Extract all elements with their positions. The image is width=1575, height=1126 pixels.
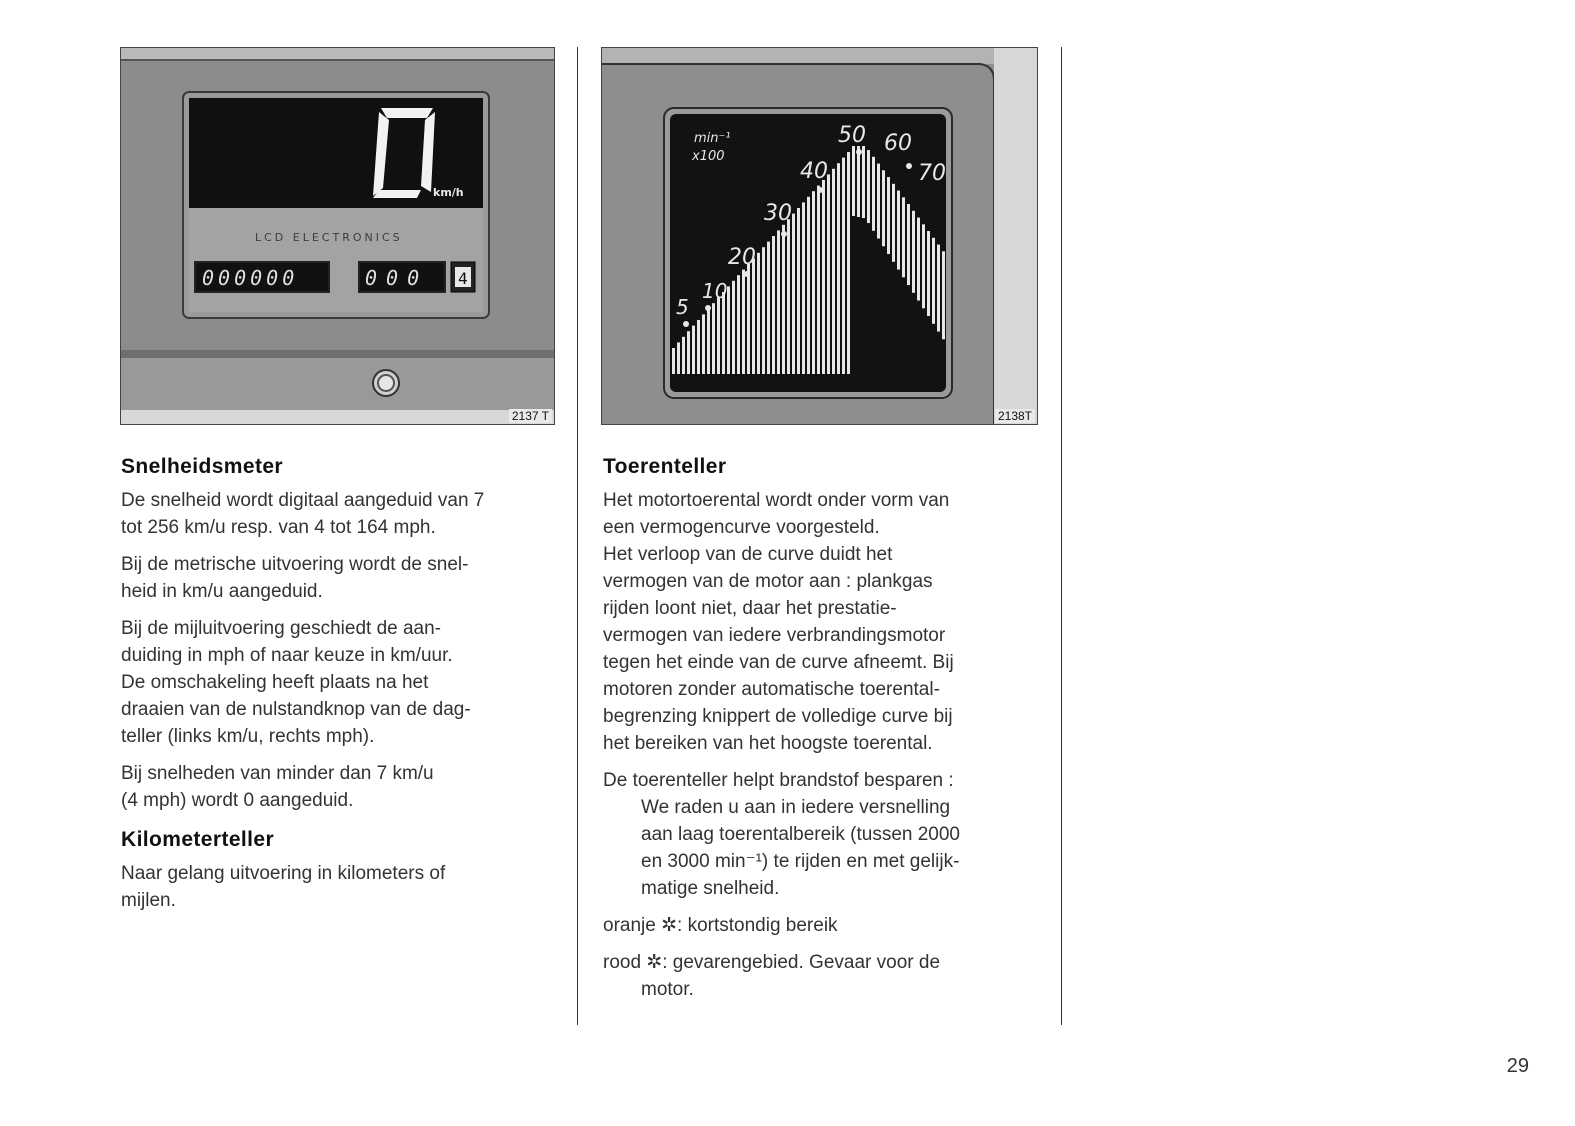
text-line: motoren zonder automatische toerental- [603,679,940,700]
speedometer-brand-label: LCD ELECTRONICS [255,231,403,244]
speedometer-photo [120,47,555,425]
paragraph-odometer [121,860,561,914]
tach-label-10: 10 [702,279,728,303]
text-line: Naar gelang uitvoering in kilometers of [121,863,446,884]
tach-bar [847,152,850,374]
heading-snelheidsmeter: Snelheidsmeter [121,455,283,478]
paragraph-fuel-saving [603,767,1048,794]
tach-bar [852,146,855,216]
text-line: Bij de mijluitvoering geschiedt de aan- [121,618,442,639]
text-line: De toerenteller helpt brandstof besparen : [603,770,954,791]
text-line: een vermogencurve voorgesteld. [603,517,880,538]
tach-bar [837,163,840,374]
tach-bar [702,314,705,374]
tach-bar [932,238,935,324]
tach-bar [677,342,680,374]
tach-bar [757,253,760,374]
text-line: heid in km/u aangeduid. [121,581,323,602]
text-line: We raden u aan in iedere versnelling [641,797,951,818]
text-line: oranje ✲: kortstondig bereik [603,915,838,936]
tach-bar [812,191,815,374]
tach-bar [922,224,925,308]
tach-bar [762,247,765,374]
text-line: vermogen van de motor aan : plankgas [603,571,933,592]
tripmeter-decimal: 4 [458,269,468,288]
tach-label-5: 5 [676,295,689,319]
tach-bar [912,211,915,293]
tach-bar [732,281,735,374]
paragraph-orange [603,912,1048,939]
tach-bar [867,150,870,223]
tach-bar [782,225,785,374]
left-column [121,455,561,914]
text-line: vermogen van iedere verbrandingsmotor [603,625,946,646]
tach-bar [717,298,720,374]
text-line: draaien van de nulstandknop van de dag- [121,699,471,720]
tach-bar [712,303,715,374]
tach-bar [937,245,940,332]
text-line: begrenzing knippert de volledige curve bij [603,706,953,727]
tach-bar [927,231,930,316]
tach-bar [807,197,810,374]
paragraph-fuel-saving-detail [603,794,1048,902]
heading-kilometerteller: Kilometerteller [121,828,275,851]
tach-bar [842,158,845,374]
tach-bar [707,309,710,374]
tripmeter-value: 000 [365,266,429,290]
text-line: tegen het einde van de curve afneemt. Bij [603,652,954,673]
tach-bar [687,331,690,374]
tach-bar [772,236,775,374]
text-line: Bij snelheden van minder dan 7 km/u [121,763,434,784]
tach-label-20: 20 [728,245,756,270]
tach-bar [692,326,695,374]
tachometer-photo [601,47,1038,425]
tach-label-50: 50 [838,123,866,148]
text-line: Bij de metrische uitvoering wordt de snel- [121,554,469,575]
tach-bar [917,218,920,301]
tach-label-30: 30 [764,201,792,226]
right-column [603,455,1048,1003]
tach-bar [942,251,945,339]
text-line: motor. [641,979,694,1000]
text-line: De omschakeling heeft plaats na het [121,672,429,693]
tach-bar [797,208,800,374]
paragraph-speed-range [121,487,561,541]
tach-bar [857,146,860,217]
tach-bar [872,157,875,231]
text-line: teller (links km/u, rechts mph). [121,726,375,747]
text-line: aan laag toerentalbereik (tussen 2000 [641,824,961,845]
paragraph-metric [121,551,561,605]
figure-number-tachometer: 2138T [995,409,1035,423]
odometer-value: 000000 [202,266,299,290]
tach-bar [822,180,825,374]
paragraph-red [603,949,1048,976]
text-line: (4 mph) wordt 0 aangeduid. [121,790,354,811]
tach-bar [682,337,685,374]
text-line: Het verloop van de curve duidt het [603,544,893,565]
tach-bar [697,320,700,374]
tach-label-60: 60 [884,131,912,156]
tachometer-unit-line2: x100 [692,149,725,164]
text-line: rijden loont niet, daar het prestatie- [603,598,897,619]
column-rule-middle [577,47,578,1025]
tach-bar [892,184,895,262]
text-line: Het motortoerental wordt onder vorm van [603,490,950,511]
text-line: het bereiken van het hoogste toerental. [603,733,933,754]
tach-bar [907,204,910,285]
tach-bar [802,202,805,374]
text-line: De snelheid wordt digitaal aangeduid van 7 [121,490,485,511]
tach-bar [742,270,745,374]
tach-bar [737,275,740,374]
paragraph-low-speed [121,760,561,814]
paragraph-mile-version [121,615,561,750]
tach-bar [752,258,755,374]
figure-number-speedometer: 2137 T [509,409,552,423]
text-line: duiding in mph of naar keuze in km/uur. [121,645,453,666]
tach-bar [817,186,820,374]
tach-label-70: 70 [918,161,946,186]
text-line: matige snelheid. [641,878,780,899]
tach-bar [792,214,795,374]
tach-bar [777,230,780,374]
paragraph-power-curve [603,487,1048,757]
text-line: en 3000 min⁻¹) te rijden en met gelijk- [641,851,960,872]
tach-bar [787,219,790,374]
tach-bar [882,170,885,246]
tachometer-unit-line1: min⁻¹ [694,131,731,146]
paragraph-red-detail [603,976,1048,1003]
heading-toerenteller: Toerenteller [603,455,727,478]
tach-bar [827,174,830,374]
tach-bar [902,197,905,277]
text-line: mijlen. [121,890,176,911]
text-line: rood ✲: gevarengebied. Gevaar voor de [603,952,941,973]
column-rule-right [1061,47,1062,1025]
tach-bar [832,169,835,374]
tach-bar [877,164,880,239]
text-line: tot 256 km/u resp. van 4 tot 164 mph. [121,517,436,538]
tach-bar [672,348,675,374]
tach-bar [862,146,865,218]
tach-bar [897,191,900,270]
tach-bar [722,292,725,374]
tach-bar [767,242,770,374]
page-number: 29 [1506,1055,1529,1077]
tach-bar [747,264,750,374]
tach-bar [887,177,890,254]
tach-label-40: 40 [800,159,828,184]
speedometer-unit-label: km/h [433,186,464,199]
